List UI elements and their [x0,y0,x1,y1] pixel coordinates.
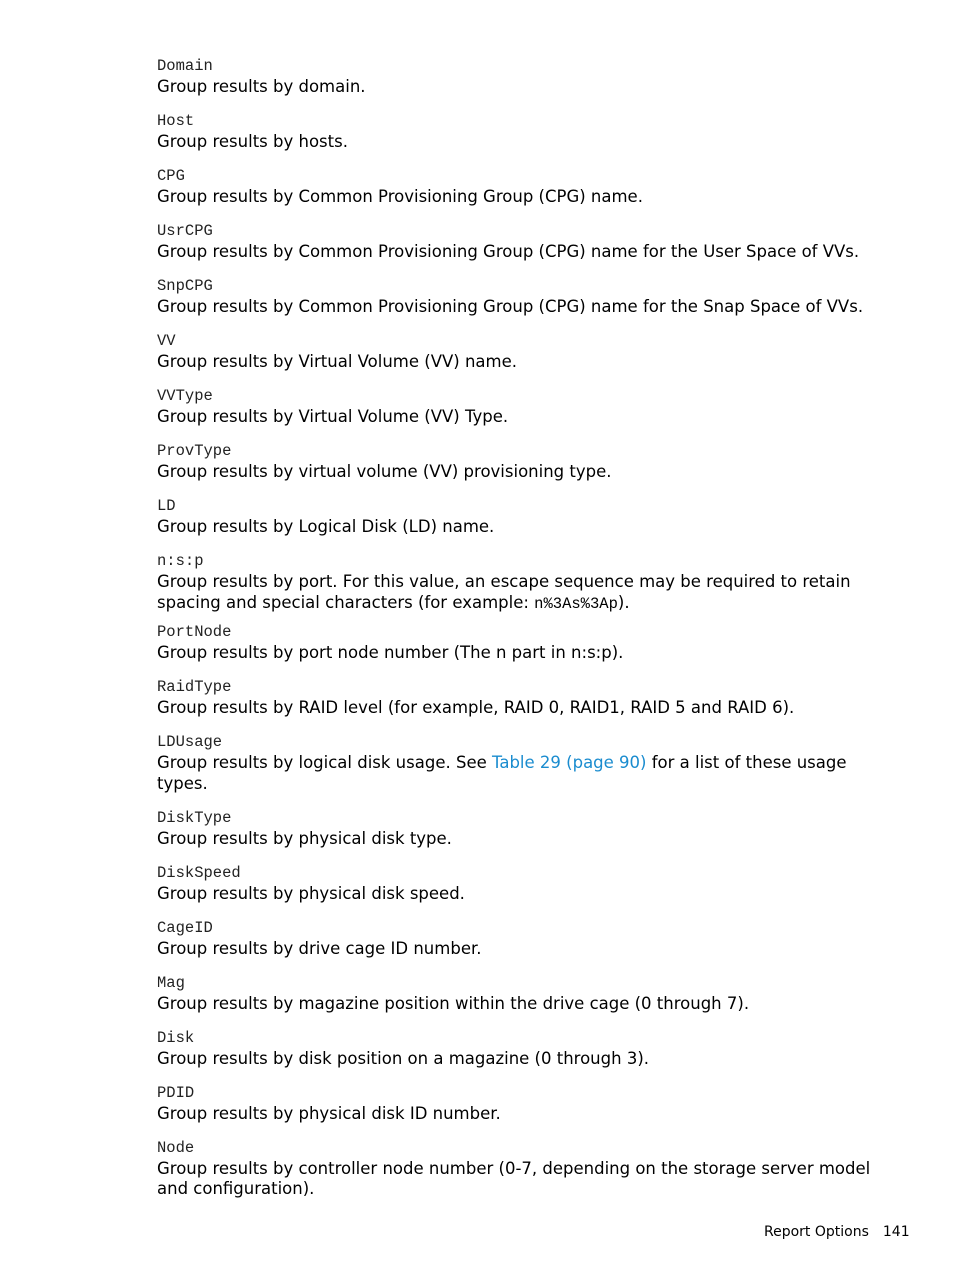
desc-cpg: Group results by Common Provisioning Group (CPG) name. [157,187,643,206]
term-snpcpg: SnpCPG [157,277,213,295]
desc-disktype: Group results by physical disk type. [157,828,452,848]
desc-cageid: Group results by drive cage ID number. [157,938,482,958]
term-cpg: CPG [157,167,185,185]
term-disktype: DiskType [157,808,232,827]
term-disk: Disk [157,1028,195,1047]
term-vv: VV [157,332,176,350]
desc-ldusage [157,753,897,794]
desc-diskspeed: Group results by physical disk speed. [157,883,465,903]
desc-nsp-code: n%3As%3Ap [534,594,618,613]
desc-ld: Group results by Logical Disk (LD) name. [157,517,495,536]
term-host: Host [157,112,195,130]
term-usrcpg: UsrCPG [157,222,213,240]
desc-usrcpg: Group results by Common Provisioning Group (CPG) name for the User Space of VVs. [157,242,860,261]
term-ldusage: LDUsage [157,733,223,751]
desc-nsp [157,572,897,614]
desc-provtype: Group results by virtual volume (VV) provisioning type. [157,462,612,481]
desc-ldusage-text: Group results by logical disk usage. See [157,753,492,772]
desc-node: Group results by controller node number (0-7, depending on the storage server model and configuration). [157,1158,871,1198]
desc-vv: Group results by Virtual Volume (VV) name. [157,352,517,371]
term-ld: LD [157,497,176,515]
desc-snpcpg: Group results by Common Provisioning Group (CPG) name for the Snap Space of VVs. [157,297,864,316]
table-29-link[interactable]: Table 29 (page 90) [492,753,647,772]
desc-domain: Group results by domain. [157,77,366,96]
desc-vvtype: Group results by Virtual Volume (VV) Type. [157,407,509,426]
term-portnode: PortNode [157,623,232,641]
term-vvtype: VVType [157,387,213,405]
option-list [157,56,897,1213]
footer-section-title: Report Options [764,1224,869,1240]
desc-ldusage-end: for a list of these usage types. [157,753,847,793]
page-number: 141 [882,1224,910,1240]
term-diskspeed: DiskSpeed [157,863,241,882]
term-nsp: n:s:p [157,552,204,570]
page-footer [764,1222,910,1242]
desc-portnode: Group results by port node number (The n part in n:s:p). [157,643,624,662]
desc-nsp-text: Group results by port. For this value, an escape sequence may be required to retain spacing and special characters (for example: [157,572,851,612]
term-node: Node [157,1138,195,1157]
desc-pdid: Group results by physical disk ID number. [157,1103,501,1123]
desc-raidtype: Group results by RAID level (for example, RAID 0, RAID1, RAID 5 and RAID 6). [157,698,795,717]
desc-host: Group results by hosts. [157,132,348,151]
term-cageid: CageID [157,918,213,937]
term-mag: Mag [157,973,185,992]
term-domain: Domain [157,57,213,75]
desc-nsp-end: ). [617,592,630,612]
desc-disk: Group results by disk position on a magazine (0 through 3). [157,1048,649,1068]
term-pdid: PDID [157,1083,195,1102]
desc-mag: Group results by magazine position within the drive cage (0 through 7). [157,993,750,1013]
term-provtype: ProvType [157,442,232,460]
term-raidtype: RaidType [157,678,232,696]
